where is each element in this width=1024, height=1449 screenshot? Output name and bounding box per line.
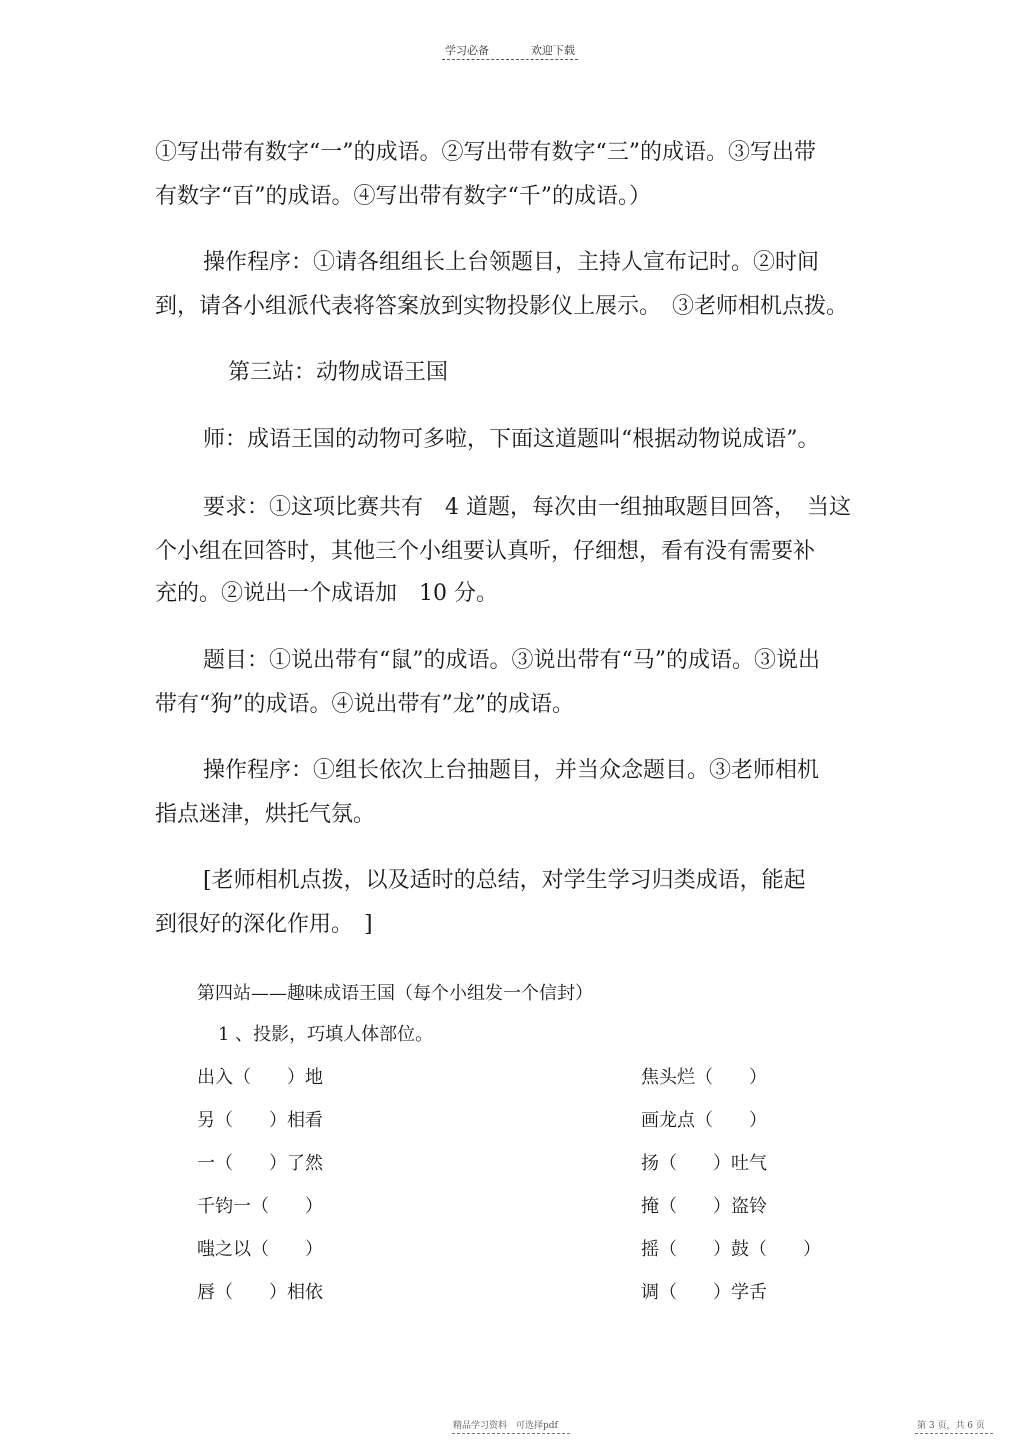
page-header <box>0 40 1024 64</box>
note-line-2: 到很好的深化作用。 ] <box>155 912 373 937</box>
idiom-right-5: 摇（ ）鼓（ ） <box>641 1239 821 1260</box>
paragraph-2-line-2: 到，请各小组派代表将答案放到实物投影仪上展示。 ③老师相机点拨。 <box>155 294 849 319</box>
idiom-right-4: 掩（ ）盗铃 <box>641 1196 767 1217</box>
requirement-line-2: 个小组在回答时，其他三个小组要认真听，仔细想，看有没有需要补 <box>155 539 816 564</box>
topic-line-1: 题目：①说出带有“鼠”的成语。③说出带有“马”的成语。③说出 <box>203 648 820 673</box>
idiom-right-1: 焦头烂（ ） <box>641 1067 767 1088</box>
topic-line-2: 带有“狗”的成语。④说出带有”龙”的成语。 <box>155 692 574 717</box>
paragraph-1-line-2: 有数字“百”的成语。④写出带有数字“千”的成语。） <box>155 184 651 209</box>
requirement-line-3: 充的。②说出一个成语加 10 分。 <box>155 581 498 606</box>
idiom-left-4: 千钧一（ ） <box>197 1196 323 1217</box>
idiom-right-2: 画龙点（ ） <box>641 1110 767 1131</box>
idiom-right-6: 调（ ）学舌 <box>641 1282 767 1303</box>
header-right-text: 欢迎下载 <box>531 44 575 57</box>
paragraph-1-line-1: ①写出带有数字“一”的成语。②写出带有数字“三”的成语。③写出带 <box>155 140 816 165</box>
idiom-left-2: 另（ ）相看 <box>197 1110 323 1131</box>
header-divider <box>442 59 578 60</box>
idiom-right-3: 扬（ ）吐气 <box>641 1153 767 1174</box>
idiom-left-5: 嗤之以（ ） <box>197 1239 323 1260</box>
footer-page-number: 第 3 页，共 6 页 <box>917 1421 985 1431</box>
footer-left-divider <box>452 1433 570 1434</box>
station-3-title: 第三站：动物成语王国 <box>228 360 449 385</box>
teacher-line: 师：成语王国的动物可多啦，下面这道题叫“根据动物说成语”。 <box>203 427 820 452</box>
footer-right-divider <box>915 1433 993 1434</box>
note-line-1: [老师相机点拨，以及适时的总结，对学生学习归类成语，能起 <box>203 868 806 893</box>
station-4-title: 第四站——趣味成语王国（每个小组发一个信封） <box>197 983 593 1004</box>
idiom-left-6: 唇（ ）相依 <box>197 1282 323 1303</box>
idiom-left-3: 一（ ）了然 <box>197 1153 323 1174</box>
paragraph-2-line-1: 操作程序：①请各组组长上台领题目，主持人宣布记时。②时间 <box>203 250 820 275</box>
procedure-line-2: 指点迷津，烘托气氛。 <box>155 802 376 827</box>
procedure-line-1: 操作程序：①组长依次上台抽题目，并当众念题目。③老师相机 <box>203 758 820 783</box>
requirement-line-1: 要求：①这项比赛共有 4 道题，每次由一组抽取题目回答， 当这 <box>203 495 851 520</box>
footer-left-text: 精品学习资料 可选择pdf <box>453 1421 558 1431</box>
header-left-text: 学习必备 <box>445 44 489 57</box>
idiom-left-1: 出入（ ）地 <box>197 1067 323 1088</box>
task-1-instruction: 1 、投影，巧填人体部位。 <box>218 1024 434 1045</box>
